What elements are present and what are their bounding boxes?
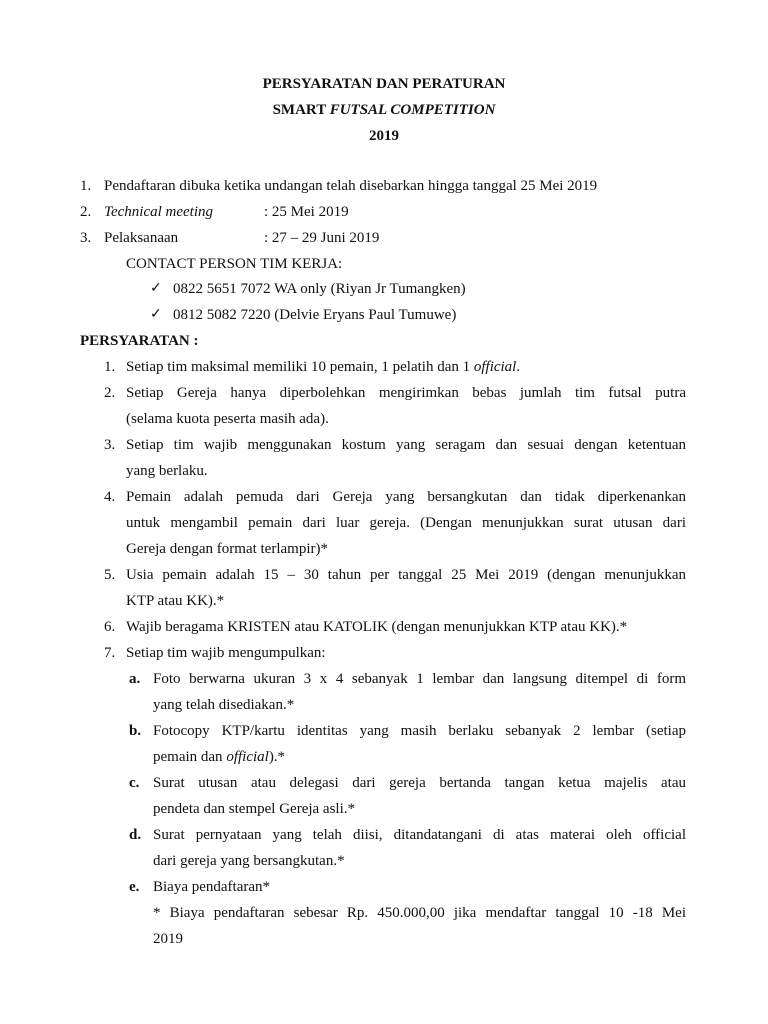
sub-item-b-line-1: Fotocopy KTP/kartu identitas yang masih berlaku sebanyak 2 lembar (setiap — [153, 723, 686, 739]
req-number-2: 2. — [104, 385, 116, 401]
intro-value-pelaksanaan: : 27 – 29 Juni 2019 — [264, 230, 380, 246]
sub-item-b-text: pemain dan — [153, 749, 227, 765]
intro-number-1: 1. — [80, 178, 92, 194]
req-item-1 — [126, 357, 520, 377]
req-number-6: 6. — [104, 619, 116, 635]
intro-label-technical-meeting: Technical meeting — [104, 204, 214, 220]
contact-item-2: 0812 5082 7220 (Delvie Eryans Paul Tumuwe) — [173, 307, 457, 323]
sub-item-c-line-1: Surat utusan atau delegasi dari gereja bertanda tangan ketua majelis atau — [153, 775, 686, 791]
sub-item-d-line-1: Surat pernyataan yang telah diisi, ditandatangani di atas materai oleh official — [153, 827, 686, 843]
sub-letter-e: e. — [129, 879, 140, 895]
doc-year: 2019 — [369, 128, 399, 144]
req-item-3-line-2: yang berlaku. — [126, 463, 208, 479]
fee-line-1: * Biaya pendaftaran sebesar Rp. 450.000,00 jika mendaftar tanggal 10 -18 Mei — [153, 905, 686, 921]
doc-title: PERSYARATAN DAN PERATURAN — [262, 76, 506, 92]
intro-number-2: 2. — [80, 204, 92, 220]
req-item-4-line-2: untuk mengambil pemain dari luar gereja. (Dengan menunjukkan surat utusan dari — [126, 515, 686, 531]
req-item-1-end: . — [516, 359, 521, 375]
sub-item-b-italic: official — [226, 749, 269, 765]
req-item-1-italic: official — [473, 359, 517, 375]
req-number-5: 5. — [104, 567, 116, 583]
subtitle-italic: FUTSAL COMPETITION — [329, 102, 496, 118]
req-number-4: 4. — [104, 489, 116, 505]
sub-item-b-line-2 — [153, 747, 285, 767]
checkmark-icon: ✓ — [150, 307, 162, 322]
req-item-7: Setiap tim wajib mengumpulkan: — [126, 645, 326, 661]
sub-letter-b: b. — [129, 723, 142, 739]
checkmark-icon: ✓ — [150, 281, 162, 296]
req-number-1: 1. — [104, 359, 116, 375]
subtitle-prefix: SMART — [272, 102, 330, 118]
req-item-3-line-1: Setiap tim wajib menggunakan kostum yang seragam dan sesuai dengan ketentuan — [126, 437, 686, 453]
contact-item-1: 0822 5651 7072 WA only (Riyan Jr Tumangken) — [173, 281, 466, 297]
intro-value-technical-meeting: : 25 Mei 2019 — [264, 204, 349, 220]
req-number-7: 7. — [104, 645, 116, 661]
fee-line-2: 2019 — [153, 931, 183, 947]
req-item-5-line-2: KTP atau KK).* — [126, 593, 225, 609]
intro-label-pelaksanaan: Pelaksanaan — [104, 230, 179, 246]
req-item-6: Wajib beragama KRISTEN atau KATOLIK (dengan menunjukkan KTP atau KK).* — [126, 619, 628, 635]
intro-number-3: 3. — [80, 230, 92, 246]
sub-item-a-line-2: yang telah disediakan.* — [153, 697, 295, 713]
req-number-3: 3. — [104, 437, 116, 453]
req-item-5-line-1: Usia pemain adalah 15 – 30 tahun per tanggal 25 Mei 2019 (dengan menunjukkan — [126, 567, 686, 583]
sub-letter-a: a. — [129, 671, 141, 687]
sub-letter-c: c. — [129, 775, 140, 791]
req-item-1-text: Setiap tim maksimal memiliki 10 pemain, 1 pelatih dan 1 — [126, 359, 474, 375]
sub-item-e: Biaya pendaftaran* — [153, 879, 271, 895]
req-item-2-line-2: (selama kuota peserta masih ada). — [126, 411, 329, 427]
sub-item-a-line-1: Foto berwarna ukuran 3 x 4 sebanyak 1 lembar dan langsung ditempel di form — [153, 671, 686, 687]
sub-item-d-line-2: dari gereja yang bersangkutan.* — [153, 853, 345, 869]
sub-item-c-line-2: pendeta dan stempel Gereja asli.* — [153, 801, 356, 817]
requirements-heading: PERSYARATAN : — [80, 333, 199, 349]
req-item-4-line-3: Gereja dengan format terlampir)* — [126, 541, 328, 557]
req-item-2-line-1: Setiap Gereja hanya diperbolehkan mengirimkan bebas jumlah tim futsal putra — [126, 385, 686, 401]
sub-item-b-end: ).* — [268, 749, 286, 765]
doc-subtitle — [0, 100, 768, 120]
intro-item-1: Pendaftaran dibuka ketika undangan telah disebarkan hingga tanggal 25 Mei 2019 — [104, 178, 598, 194]
sub-letter-d: d. — [129, 827, 142, 843]
contact-heading: CONTACT PERSON TIM KERJA: — [126, 256, 343, 272]
req-item-4-line-1: Pemain adalah pemuda dari Gereja yang bersangkutan dan tidak diperkenankan — [126, 489, 686, 505]
